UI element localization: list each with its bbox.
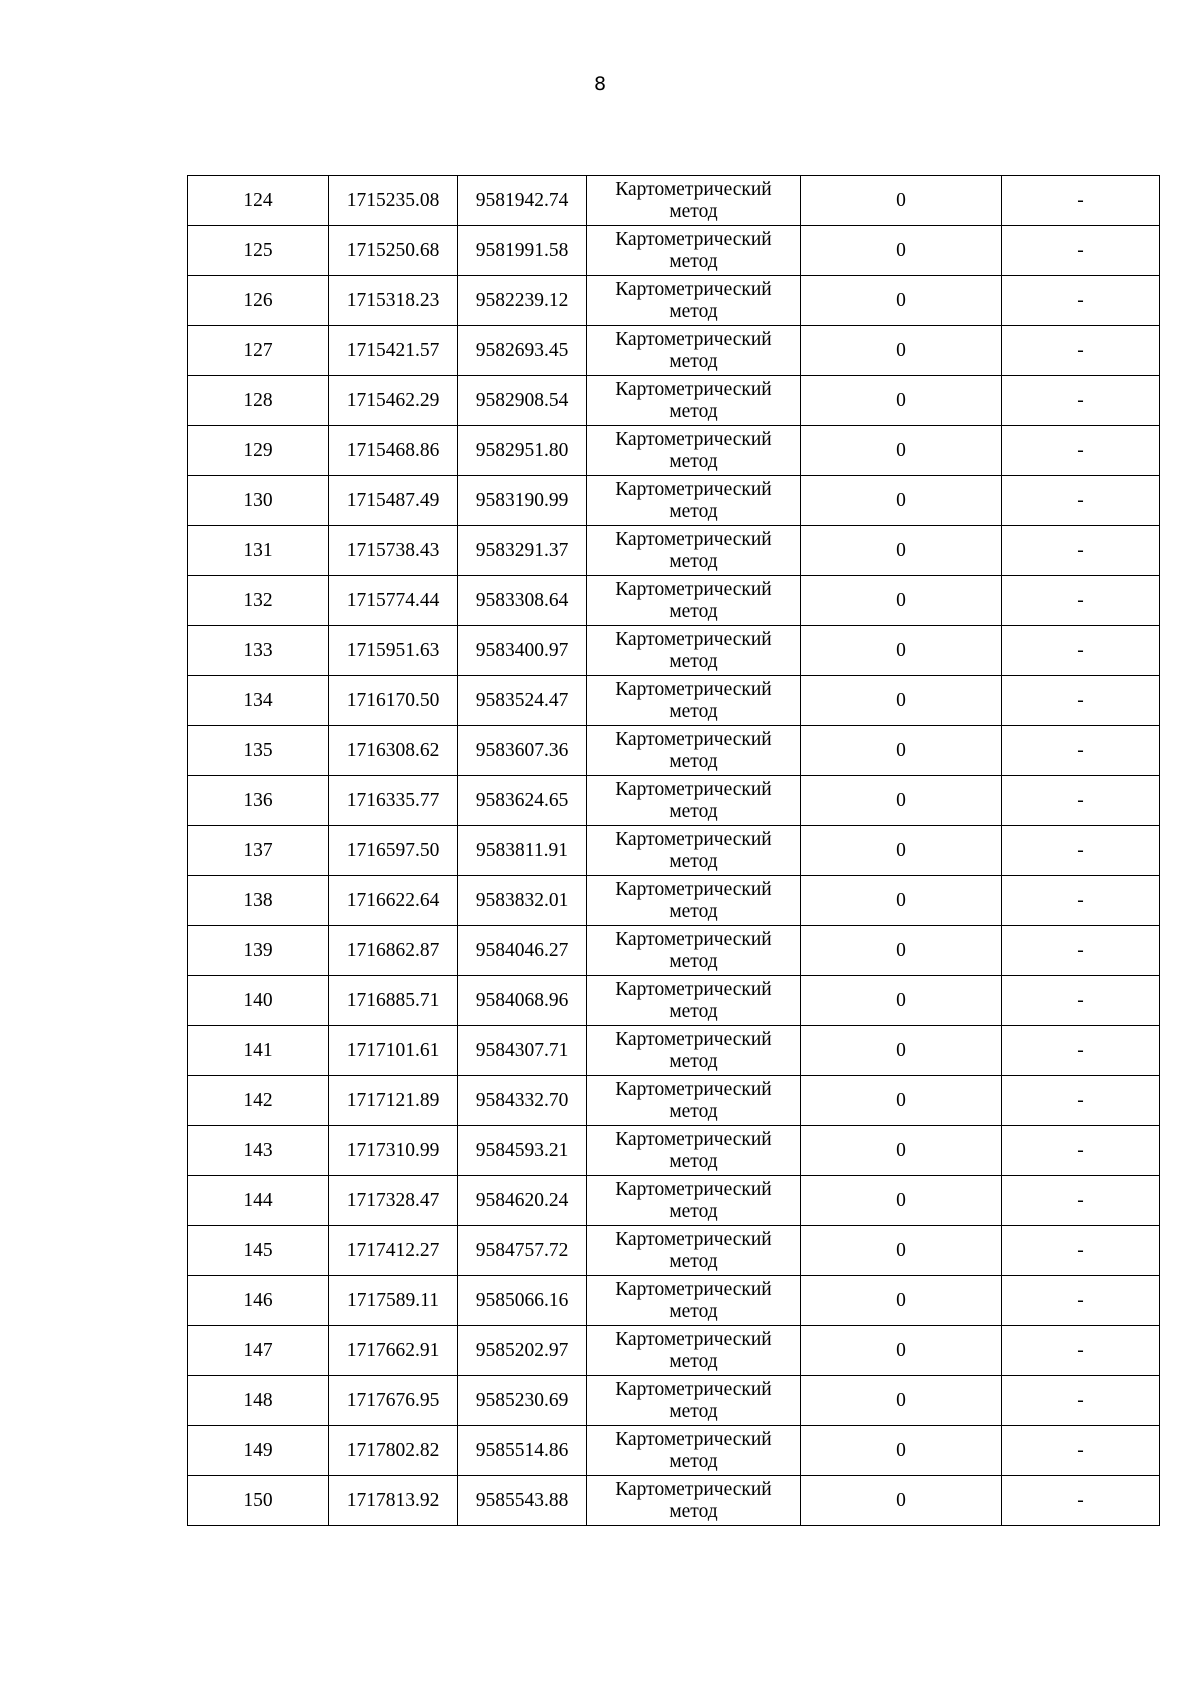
method-line-2: метод (669, 850, 718, 872)
table-row (188, 226, 1160, 276)
accuracy-cell: 0 (801, 326, 1002, 376)
accuracy-cell: 0 (801, 176, 1002, 226)
table-row (188, 1076, 1160, 1126)
method-cell (587, 726, 801, 776)
note-cell: - (1002, 276, 1160, 326)
x-coordinate-cell: 1716862.87 (329, 926, 458, 976)
y-coordinate-cell: 9582908.54 (458, 376, 587, 426)
y-coordinate-cell: 9585543.88 (458, 1476, 587, 1526)
method-line-1: Картометрический (615, 1328, 772, 1350)
note-cell: - (1002, 376, 1160, 426)
table-row (188, 1426, 1160, 1476)
method-line-2: метод (669, 1150, 718, 1172)
note-cell: - (1002, 1226, 1160, 1276)
method-line-2: метод (669, 600, 718, 622)
point-number-cell: 129 (188, 426, 329, 476)
x-coordinate-cell: 1717802.82 (329, 1426, 458, 1476)
accuracy-cell: 0 (801, 426, 1002, 476)
table-row (188, 1476, 1160, 1526)
method-cell (587, 1076, 801, 1126)
note-cell: - (1002, 1426, 1160, 1476)
method-line-2: метод (669, 650, 718, 672)
point-number-cell: 137 (188, 826, 329, 876)
method-line-1: Картометрический (615, 478, 772, 500)
note-cell: - (1002, 1326, 1160, 1376)
note-cell: - (1002, 976, 1160, 1026)
note-cell: - (1002, 526, 1160, 576)
table-row (188, 676, 1160, 726)
note-cell: - (1002, 576, 1160, 626)
method-cell (587, 1126, 801, 1176)
method-cell (587, 1326, 801, 1376)
method-cell (587, 876, 801, 926)
method-line-1: Картометрический (615, 928, 772, 950)
table-row (188, 476, 1160, 526)
table-row (188, 776, 1160, 826)
note-cell: - (1002, 1376, 1160, 1426)
method-line-2: метод (669, 500, 718, 522)
y-coordinate-cell: 9583524.47 (458, 676, 587, 726)
x-coordinate-cell: 1715250.68 (329, 226, 458, 276)
y-coordinate-cell: 9583190.99 (458, 476, 587, 526)
y-coordinate-cell: 9584620.24 (458, 1176, 587, 1226)
y-coordinate-cell: 9585230.69 (458, 1376, 587, 1426)
point-number-cell: 138 (188, 876, 329, 926)
y-coordinate-cell: 9583624.65 (458, 776, 587, 826)
x-coordinate-cell: 1716308.62 (329, 726, 458, 776)
accuracy-cell: 0 (801, 476, 1002, 526)
table-body (188, 176, 1160, 1526)
note-cell: - (1002, 626, 1160, 676)
point-number-cell: 131 (188, 526, 329, 576)
note-cell: - (1002, 476, 1160, 526)
y-coordinate-cell: 9583400.97 (458, 626, 587, 676)
y-coordinate-cell: 9584593.21 (458, 1126, 587, 1176)
table-row (188, 376, 1160, 426)
y-coordinate-cell: 9583811.91 (458, 826, 587, 876)
method-line-1: Картометрический (615, 678, 772, 700)
method-cell (587, 576, 801, 626)
x-coordinate-cell: 1715951.63 (329, 626, 458, 676)
x-coordinate-cell: 1717589.11 (329, 1276, 458, 1326)
accuracy-cell: 0 (801, 1126, 1002, 1176)
point-number-cell: 148 (188, 1376, 329, 1426)
accuracy-cell: 0 (801, 1326, 1002, 1376)
point-number-cell: 132 (188, 576, 329, 626)
method-line-1: Картометрический (615, 1228, 772, 1250)
method-cell (587, 326, 801, 376)
method-cell (587, 526, 801, 576)
method-line-1: Картометрический (615, 778, 772, 800)
point-number-cell: 136 (188, 776, 329, 826)
x-coordinate-cell: 1715235.08 (329, 176, 458, 226)
method-cell (587, 1176, 801, 1226)
note-cell: - (1002, 876, 1160, 926)
point-number-cell: 140 (188, 976, 329, 1026)
table-row (188, 276, 1160, 326)
y-coordinate-cell: 9584046.27 (458, 926, 587, 976)
method-line-2: метод (669, 300, 718, 322)
accuracy-cell: 0 (801, 926, 1002, 976)
note-cell: - (1002, 926, 1160, 976)
method-line-2: метод (669, 400, 718, 422)
x-coordinate-cell: 1715318.23 (329, 276, 458, 326)
y-coordinate-cell: 9583308.64 (458, 576, 587, 626)
accuracy-cell: 0 (801, 576, 1002, 626)
method-cell (587, 1226, 801, 1276)
x-coordinate-cell: 1716597.50 (329, 826, 458, 876)
accuracy-cell: 0 (801, 226, 1002, 276)
table-row (188, 1326, 1160, 1376)
method-line-2: метод (669, 1400, 718, 1422)
method-line-2: метод (669, 1100, 718, 1122)
method-line-2: метод (669, 350, 718, 372)
accuracy-cell: 0 (801, 676, 1002, 726)
accuracy-cell: 0 (801, 776, 1002, 826)
y-coordinate-cell: 9581991.58 (458, 226, 587, 276)
method-line-1: Картометрический (615, 1428, 772, 1450)
method-cell (587, 926, 801, 976)
y-coordinate-cell: 9584757.72 (458, 1226, 587, 1276)
table-row (188, 826, 1160, 876)
method-line-2: метод (669, 1250, 718, 1272)
method-line-2: метод (669, 1050, 718, 1072)
note-cell: - (1002, 776, 1160, 826)
y-coordinate-cell: 9583607.36 (458, 726, 587, 776)
method-cell (587, 1476, 801, 1526)
note-cell: - (1002, 1176, 1160, 1226)
note-cell: - (1002, 1476, 1160, 1526)
point-number-cell: 142 (188, 1076, 329, 1126)
point-number-cell: 135 (188, 726, 329, 776)
table-row (188, 426, 1160, 476)
method-line-2: метод (669, 1450, 718, 1472)
accuracy-cell: 0 (801, 1226, 1002, 1276)
y-coordinate-cell: 9583291.37 (458, 526, 587, 576)
method-cell (587, 826, 801, 876)
method-cell (587, 426, 801, 476)
note-cell: - (1002, 826, 1160, 876)
method-line-1: Картометрический (615, 428, 772, 450)
point-number-cell: 144 (188, 1176, 329, 1226)
x-coordinate-cell: 1717662.91 (329, 1326, 458, 1376)
method-cell (587, 1376, 801, 1426)
accuracy-cell: 0 (801, 626, 1002, 676)
x-coordinate-cell: 1717328.47 (329, 1176, 458, 1226)
method-line-1: Картометрический (615, 1478, 772, 1500)
method-cell (587, 1026, 801, 1076)
point-number-cell: 146 (188, 1276, 329, 1326)
x-coordinate-cell: 1715774.44 (329, 576, 458, 626)
note-cell: - (1002, 226, 1160, 276)
table-row (188, 326, 1160, 376)
x-coordinate-cell: 1715468.86 (329, 426, 458, 476)
x-coordinate-cell: 1717676.95 (329, 1376, 458, 1426)
table-row (188, 1276, 1160, 1326)
y-coordinate-cell: 9584332.70 (458, 1076, 587, 1126)
method-line-1: Картометрический (615, 1028, 772, 1050)
note-cell: - (1002, 1126, 1160, 1176)
method-line-1: Картометрический (615, 878, 772, 900)
method-line-2: метод (669, 1300, 718, 1322)
accuracy-cell: 0 (801, 976, 1002, 1026)
y-coordinate-cell: 9582693.45 (458, 326, 587, 376)
y-coordinate-cell: 9583832.01 (458, 876, 587, 926)
point-number-cell: 149 (188, 1426, 329, 1476)
table-row (188, 1226, 1160, 1276)
method-line-2: метод (669, 950, 718, 972)
point-number-cell: 133 (188, 626, 329, 676)
x-coordinate-cell: 1715738.43 (329, 526, 458, 576)
note-cell: - (1002, 726, 1160, 776)
method-line-2: метод (669, 800, 718, 822)
method-cell (587, 976, 801, 1026)
y-coordinate-cell: 9585202.97 (458, 1326, 587, 1376)
method-line-2: метод (669, 200, 718, 222)
method-cell (587, 276, 801, 326)
table-row (188, 1026, 1160, 1076)
x-coordinate-cell: 1717121.89 (329, 1076, 458, 1126)
method-line-1: Картометрический (615, 1378, 772, 1400)
y-coordinate-cell: 9585514.86 (458, 1426, 587, 1476)
y-coordinate-cell: 9584068.96 (458, 976, 587, 1026)
method-line-1: Картометрический (615, 278, 772, 300)
table-row (188, 576, 1160, 626)
point-number-cell: 126 (188, 276, 329, 326)
table-row (188, 626, 1160, 676)
point-number-cell: 125 (188, 226, 329, 276)
note-cell: - (1002, 1076, 1160, 1126)
method-line-1: Картометрический (615, 328, 772, 350)
y-coordinate-cell: 9582951.80 (458, 426, 587, 476)
table-row (188, 876, 1160, 926)
point-number-cell: 130 (188, 476, 329, 526)
note-cell: - (1002, 676, 1160, 726)
note-cell: - (1002, 326, 1160, 376)
method-cell (587, 1426, 801, 1476)
x-coordinate-cell: 1717310.99 (329, 1126, 458, 1176)
accuracy-cell: 0 (801, 276, 1002, 326)
method-cell (587, 1276, 801, 1326)
point-number-cell: 141 (188, 1026, 329, 1076)
method-line-1: Картометрический (615, 828, 772, 850)
method-line-1: Картометрический (615, 1278, 772, 1300)
method-line-1: Картометрический (615, 1128, 772, 1150)
point-number-cell: 127 (188, 326, 329, 376)
point-number-cell: 145 (188, 1226, 329, 1276)
table-row (188, 926, 1160, 976)
method-line-1: Картометрический (615, 228, 772, 250)
method-cell (587, 676, 801, 726)
x-coordinate-cell: 1715421.57 (329, 326, 458, 376)
method-line-2: метод (669, 250, 718, 272)
note-cell: - (1002, 176, 1160, 226)
method-line-2: метод (669, 900, 718, 922)
point-number-cell: 150 (188, 1476, 329, 1526)
method-line-2: метод (669, 750, 718, 772)
accuracy-cell: 0 (801, 1076, 1002, 1126)
accuracy-cell: 0 (801, 1376, 1002, 1426)
x-coordinate-cell: 1717813.92 (329, 1476, 458, 1526)
x-coordinate-cell: 1716622.64 (329, 876, 458, 926)
page-number: 8 (593, 73, 607, 95)
method-line-2: метод (669, 1350, 718, 1372)
point-number-cell: 128 (188, 376, 329, 426)
method-line-1: Картометрический (615, 178, 772, 200)
note-cell: - (1002, 1026, 1160, 1076)
x-coordinate-cell: 1716885.71 (329, 976, 458, 1026)
accuracy-cell: 0 (801, 1176, 1002, 1226)
method-cell (587, 376, 801, 426)
method-line-1: Картометрический (615, 1178, 772, 1200)
table-row (188, 526, 1160, 576)
method-cell (587, 626, 801, 676)
method-cell (587, 226, 801, 276)
method-line-2: метод (669, 450, 718, 472)
method-line-2: метод (669, 1500, 718, 1522)
table-row (188, 1176, 1160, 1226)
method-cell (587, 476, 801, 526)
x-coordinate-cell: 1716335.77 (329, 776, 458, 826)
method-line-1: Картометрический (615, 578, 772, 600)
accuracy-cell: 0 (801, 726, 1002, 776)
method-line-1: Картометрический (615, 378, 772, 400)
accuracy-cell: 0 (801, 1476, 1002, 1526)
point-number-cell: 139 (188, 926, 329, 976)
method-line-2: метод (669, 1200, 718, 1222)
method-line-1: Картометрический (615, 728, 772, 750)
x-coordinate-cell: 1717412.27 (329, 1226, 458, 1276)
table-row (188, 1126, 1160, 1176)
accuracy-cell: 0 (801, 876, 1002, 926)
x-coordinate-cell: 1716170.50 (329, 676, 458, 726)
y-coordinate-cell: 9585066.16 (458, 1276, 587, 1326)
method-line-1: Картометрический (615, 528, 772, 550)
method-cell (587, 776, 801, 826)
accuracy-cell: 0 (801, 826, 1002, 876)
accuracy-cell: 0 (801, 376, 1002, 426)
x-coordinate-cell: 1717101.61 (329, 1026, 458, 1076)
accuracy-cell: 0 (801, 526, 1002, 576)
accuracy-cell: 0 (801, 1426, 1002, 1476)
table-row (188, 976, 1160, 1026)
method-line-2: метод (669, 550, 718, 572)
table-row (188, 726, 1160, 776)
method-line-1: Картометрический (615, 978, 772, 1000)
point-number-cell: 134 (188, 676, 329, 726)
method-cell (587, 176, 801, 226)
coordinates-table (187, 175, 1160, 1526)
note-cell: - (1002, 426, 1160, 476)
point-number-cell: 147 (188, 1326, 329, 1376)
method-line-2: метод (669, 1000, 718, 1022)
note-cell: - (1002, 1276, 1160, 1326)
accuracy-cell: 0 (801, 1026, 1002, 1076)
y-coordinate-cell: 9582239.12 (458, 276, 587, 326)
accuracy-cell: 0 (801, 1276, 1002, 1326)
table-row (188, 176, 1160, 226)
method-line-1: Картометрический (615, 628, 772, 650)
x-coordinate-cell: 1715487.49 (329, 476, 458, 526)
method-line-2: метод (669, 700, 718, 722)
table-row (188, 1376, 1160, 1426)
x-coordinate-cell: 1715462.29 (329, 376, 458, 426)
point-number-cell: 143 (188, 1126, 329, 1176)
method-line-1: Картометрический (615, 1078, 772, 1100)
y-coordinate-cell: 9581942.74 (458, 176, 587, 226)
point-number-cell: 124 (188, 176, 329, 226)
y-coordinate-cell: 9584307.71 (458, 1026, 587, 1076)
